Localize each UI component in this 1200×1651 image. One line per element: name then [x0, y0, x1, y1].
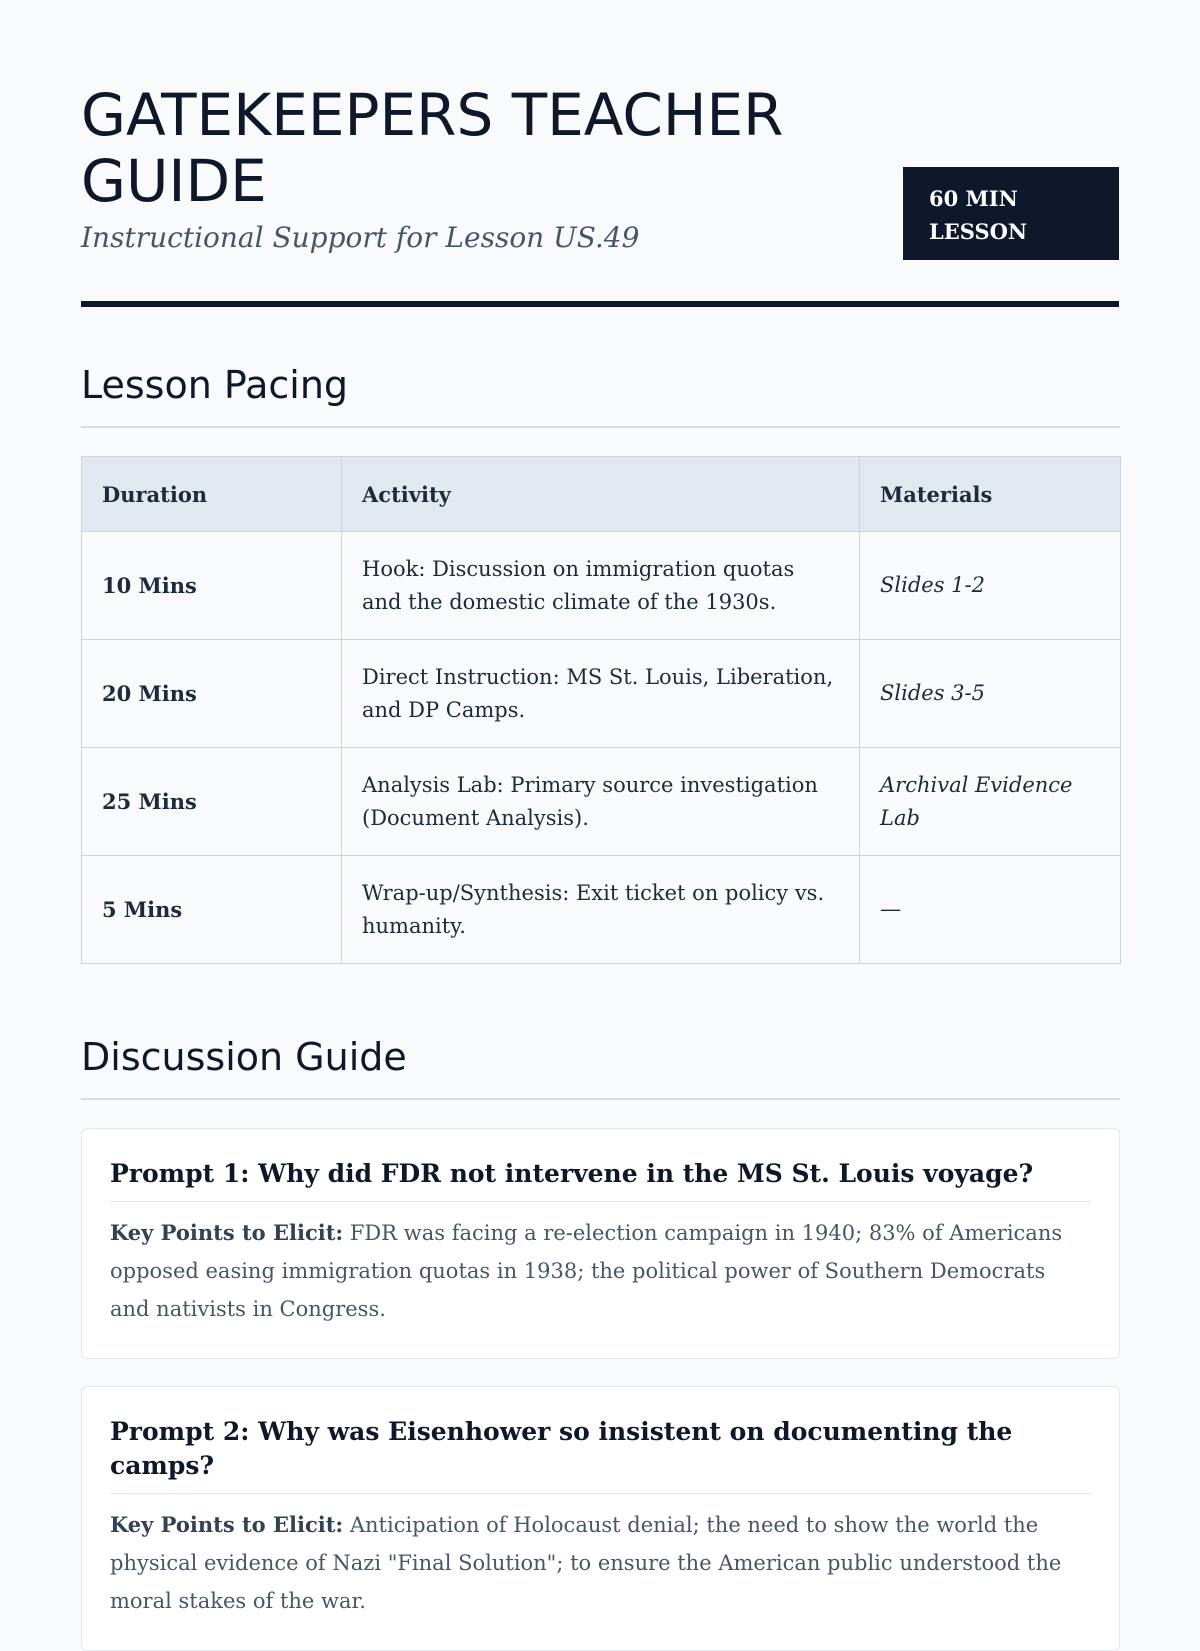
column-header-duration: Duration — [82, 457, 342, 532]
key-points-text: Anticipation of Holocaust denial; the need to show the world the physical evidence of Nazi "Final Solution"; to ensure the American public understood the moral stakes of the war. — [110, 1513, 1062, 1613]
materials-cell: Archival Evidence Lab — [860, 748, 1121, 856]
discussion-prompt-card — [81, 1128, 1120, 1359]
column-header-materials: Materials — [860, 457, 1121, 532]
lesson-pacing-table — [81, 456, 1121, 964]
prompt-key-points — [110, 1214, 1091, 1328]
page-title: GATEKEEPERS TEACHER GUIDE — [81, 81, 784, 215]
lesson-duration-badge: 60 MIN LESSON — [903, 167, 1119, 260]
lesson-pacing-divider — [81, 426, 1120, 428]
duration-cell: 5 Mins — [82, 856, 342, 964]
table-row — [82, 856, 1121, 964]
discussion-prompt-card — [81, 1386, 1120, 1651]
table-row — [82, 640, 1121, 748]
table-row — [82, 532, 1121, 640]
key-points-text: FDR was facing a re-election campaign in 1940; 83% of Americans opposed easing immigration quotas in 1938; the political power of Southern Democrats and nativists in Congress. — [110, 1221, 1063, 1321]
prompt-key-points — [110, 1506, 1091, 1620]
activity-cell: Wrap-up/Synthesis: Exit ticket on policy vs. humanity. — [342, 856, 860, 964]
activity-cell: Hook: Discussion on immigration quotas and the domestic climate of the 1930s. — [342, 532, 860, 640]
guide-header — [81, 0, 1119, 307]
prompt-title: Prompt 1: Why did FDR not intervene in the MS St. Louis voyage? — [110, 1157, 1091, 1202]
column-header-activity: Activity — [342, 457, 860, 532]
activity-cell: Analysis Lab: Primary source investigation (Document Analysis). — [342, 748, 860, 856]
duration-cell: 20 Mins — [82, 640, 342, 748]
discussion-guide-heading: Discussion Guide — [81, 1035, 407, 1079]
table-row — [82, 748, 1121, 856]
duration-cell: 10 Mins — [82, 532, 342, 640]
discussion-guide-divider — [81, 1098, 1120, 1100]
materials-cell: — — [860, 856, 1121, 964]
key-points-label: Key Points to Elicit: — [110, 1220, 344, 1245]
materials-cell: Slides 3-5 — [860, 640, 1121, 748]
lesson-pacing-heading: Lesson Pacing — [81, 363, 349, 407]
activity-cell: Direct Instruction: MS St. Louis, Liberation, and DP Camps. — [342, 640, 860, 748]
materials-cell: Slides 1-2 — [860, 532, 1121, 640]
table-header-row — [82, 457, 1121, 532]
prompt-title: Prompt 2: Why was Eisenhower so insistent on documenting the camps? — [110, 1415, 1091, 1494]
duration-cell: 25 Mins — [82, 748, 342, 856]
key-points-label: Key Points to Elicit: — [110, 1512, 344, 1537]
page-subtitle: Instructional Support for Lesson US.49 — [81, 221, 640, 254]
